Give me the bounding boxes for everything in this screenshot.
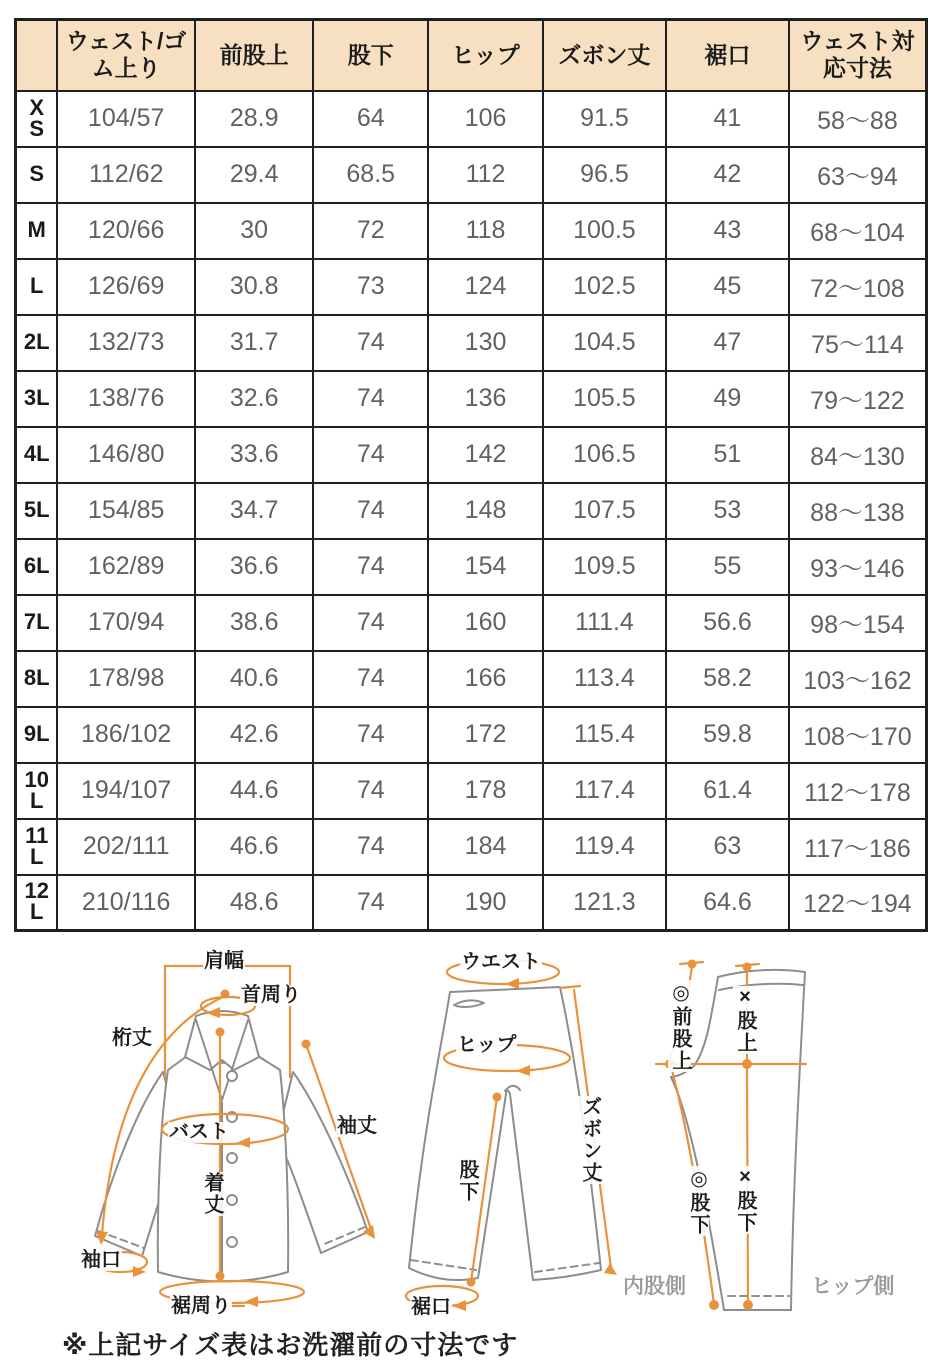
table-row [16, 483, 927, 539]
size-value-cell: 46.6 [195, 819, 313, 875]
size-value-cell: 142 [428, 427, 543, 483]
header-pants-length: ズボン丈 [543, 20, 666, 91]
size-value-cell: 184 [428, 819, 543, 875]
size-value-cell: 73 [313, 259, 428, 315]
size-label: 6L [16, 539, 58, 595]
table-row [16, 203, 927, 259]
sleeve-from-center-label: 桁丈 [112, 1027, 152, 1049]
pants-length-label: ズボン丈 [579, 1096, 601, 1184]
size-value-cell: 154/85 [57, 483, 195, 539]
table-row [16, 427, 927, 483]
size-value-cell: 148 [428, 483, 543, 539]
size-value-cell: 96.5 [543, 147, 666, 203]
size-value-cell: 104.5 [543, 315, 666, 371]
table-row [16, 595, 927, 651]
hip-label: ヒップ [457, 1034, 517, 1056]
size-value-cell: 130 [428, 315, 543, 371]
size-value-cell: 136 [428, 371, 543, 427]
size-value-cell: 98〜154 [789, 595, 927, 651]
sleeve-length-label: 袖丈 [337, 1115, 377, 1137]
size-value-cell: 104/57 [57, 91, 195, 147]
size-value-cell: 72〜108 [789, 259, 927, 315]
size-value-cell: 58.2 [666, 651, 789, 707]
size-value-cell: 190 [428, 875, 543, 931]
size-value-cell: 36.6 [195, 539, 313, 595]
size-label: 10L [16, 763, 58, 819]
size-value-cell: 111.4 [543, 595, 666, 651]
size-value-cell: 63〜94 [789, 147, 927, 203]
size-value-cell: 117.4 [543, 763, 666, 819]
size-value-cell: 55 [666, 539, 789, 595]
size-value-cell: 106 [428, 91, 543, 147]
size-label: S [16, 147, 58, 203]
size-value-cell: 74 [313, 819, 428, 875]
header-front-rise: 前股上 [195, 20, 313, 91]
size-value-cell: 154 [428, 539, 543, 595]
table-row [16, 371, 927, 427]
size-value-cell: 107.5 [543, 483, 666, 539]
size-label: 4L [16, 427, 58, 483]
table-row [16, 707, 927, 763]
size-value-cell: 61.4 [666, 763, 789, 819]
pajama-shirt-outline [95, 1011, 368, 1282]
size-value-cell: 118 [428, 203, 543, 259]
header-waist-elastic: ウェスト/ゴム上り [57, 20, 195, 91]
size-value-cell: 58〜88 [789, 91, 927, 147]
front-rise-label: ◎前股上 [669, 980, 691, 1072]
size-value-cell: 113.4 [543, 651, 666, 707]
size-value-cell: 33.6 [195, 427, 313, 483]
size-value-cell: 88〜138 [789, 483, 927, 539]
size-value-cell: 34.7 [195, 483, 313, 539]
size-value-cell: 45 [666, 259, 789, 315]
size-value-cell: 51 [666, 427, 789, 483]
size-value-cell: 56.6 [666, 595, 789, 651]
bust-label: バスト [169, 1121, 229, 1143]
size-value-cell: 115.4 [543, 707, 666, 763]
size-value-cell: 121.3 [543, 875, 666, 931]
size-label: 9L [16, 707, 58, 763]
cuff-opening-label: 袖口 [81, 1249, 121, 1271]
inseam-label: 股下 [456, 1159, 478, 1203]
size-value-cell: 146/80 [57, 427, 195, 483]
size-value-cell: 170/94 [57, 595, 195, 651]
size-value-cell: 74 [313, 371, 428, 427]
size-label: 11L [16, 819, 58, 875]
size-value-cell: 42.6 [195, 707, 313, 763]
size-value-cell: 74 [313, 315, 428, 371]
size-value-cell: 63 [666, 819, 789, 875]
size-label: 7L [16, 595, 58, 651]
header-waist-range: ウェスト対応寸法 [789, 20, 927, 91]
hem-circumference-label: 裾周り [171, 1295, 231, 1317]
size-value-cell: 112 [428, 147, 543, 203]
size-value-cell: 47 [666, 315, 789, 371]
inseam-outer-label: ×股下 [734, 1166, 756, 1234]
size-value-cell: 119.4 [543, 819, 666, 875]
size-label: 2L [16, 315, 58, 371]
table-row [16, 651, 927, 707]
size-value-cell: 79〜122 [789, 371, 927, 427]
header-size [16, 20, 58, 91]
size-value-cell: 74 [313, 483, 428, 539]
size-value-cell: 74 [313, 875, 428, 931]
table-header-row [16, 20, 927, 91]
size-value-cell: 112/62 [57, 147, 195, 203]
size-value-cell: 103〜162 [789, 651, 927, 707]
size-value-cell: 160 [428, 595, 543, 651]
size-value-cell: 32.6 [195, 371, 313, 427]
size-value-cell: 186/102 [57, 707, 195, 763]
table-row [16, 147, 927, 203]
size-value-cell: 43 [666, 203, 789, 259]
size-value-cell: 138/76 [57, 371, 195, 427]
rise-label: ×股上 [734, 986, 756, 1054]
size-value-cell: 72 [313, 203, 428, 259]
size-label: 8L [16, 651, 58, 707]
header-inseam: 股下 [313, 20, 428, 91]
inseam-inner-label: ◎股下 [687, 1166, 709, 1236]
size-label: 12L [16, 875, 58, 931]
size-value-cell: 109.5 [543, 539, 666, 595]
size-value-cell: 210/116 [57, 875, 195, 931]
size-value-cell: 28.9 [195, 91, 313, 147]
size-value-cell: 42 [666, 147, 789, 203]
size-value-cell: 172 [428, 707, 543, 763]
table-row [16, 259, 927, 315]
size-value-cell: 74 [313, 763, 428, 819]
table-row [16, 91, 927, 147]
size-value-cell: 124 [428, 259, 543, 315]
size-value-cell: 64 [313, 91, 428, 147]
size-value-cell: 102.5 [543, 259, 666, 315]
size-value-cell: 30.8 [195, 259, 313, 315]
size-value-cell: 53 [666, 483, 789, 539]
table-row [16, 819, 927, 875]
table-row [16, 539, 927, 595]
size-value-cell: 74 [313, 707, 428, 763]
measurement-diagram-canvas [0, 944, 940, 1319]
size-value-cell: 122〜194 [789, 875, 927, 931]
size-value-cell: 112〜178 [789, 763, 927, 819]
size-value-cell: 41 [666, 91, 789, 147]
size-value-cell: 29.4 [195, 147, 313, 203]
size-value-cell: 68.5 [313, 147, 428, 203]
size-value-cell: 49 [666, 371, 789, 427]
size-value-cell: 117〜186 [789, 819, 927, 875]
header-hip: ヒップ [428, 20, 543, 91]
table-row [16, 315, 927, 371]
size-table [14, 18, 928, 932]
size-value-cell: 44.6 [195, 763, 313, 819]
size-value-cell: 93〜146 [789, 539, 927, 595]
size-table-body [16, 91, 927, 931]
size-value-cell: 84〜130 [789, 427, 927, 483]
hip-side-label: ヒップ側 [811, 1275, 895, 1298]
shoulder-width-label: 肩幅 [204, 950, 244, 972]
size-value-cell: 178/98 [57, 651, 195, 707]
size-value-cell: 126/69 [57, 259, 195, 315]
size-value-cell: 91.5 [543, 91, 666, 147]
size-value-cell: 30 [195, 203, 313, 259]
size-value-cell: 75〜114 [789, 315, 927, 371]
size-value-cell: 120/66 [57, 203, 195, 259]
size-label: M [16, 203, 58, 259]
size-value-cell: 40.6 [195, 651, 313, 707]
pre-wash-note: ※上記サイズ表はお洗濯前の寸法です [62, 1330, 519, 1360]
size-value-cell: 166 [428, 651, 543, 707]
size-value-cell: 68〜104 [789, 203, 927, 259]
size-value-cell: 64.6 [666, 875, 789, 931]
size-value-cell: 106.5 [543, 427, 666, 483]
body-length-label: 着丈 [201, 1172, 223, 1216]
size-value-cell: 105.5 [543, 371, 666, 427]
size-value-cell: 132/73 [57, 315, 195, 371]
table-row [16, 875, 927, 931]
size-value-cell: 38.6 [195, 595, 313, 651]
size-label: 3L [16, 371, 58, 427]
size-value-cell: 74 [313, 651, 428, 707]
size-value-cell: 178 [428, 763, 543, 819]
size-value-cell: 162/89 [57, 539, 195, 595]
size-value-cell: 194/107 [57, 763, 195, 819]
size-value-cell: 100.5 [543, 203, 666, 259]
size-value-cell: 31.7 [195, 315, 313, 371]
size-value-cell: 74 [313, 595, 428, 651]
measurement-diagrams [0, 944, 940, 1319]
size-value-cell: 108〜170 [789, 707, 927, 763]
size-value-cell: 59.8 [666, 707, 789, 763]
hem-opening-label: 裾口 [411, 1296, 451, 1318]
size-value-cell: 202/111 [57, 819, 195, 875]
size-value-cell: 74 [313, 427, 428, 483]
size-label: XS [16, 91, 58, 147]
table-row [16, 763, 927, 819]
header-hem-opening: 裾口 [666, 20, 789, 91]
size-value-cell: 48.6 [195, 875, 313, 931]
size-value-cell: 74 [313, 539, 428, 595]
waist-label: ウエスト [461, 951, 541, 973]
inner-thigh-side-label: 内股側 [623, 1275, 686, 1298]
neck-circumference-label: 首周り [241, 984, 301, 1006]
size-label: 5L [16, 483, 58, 539]
size-label: L [16, 259, 58, 315]
pants-front-outline [409, 987, 601, 1280]
